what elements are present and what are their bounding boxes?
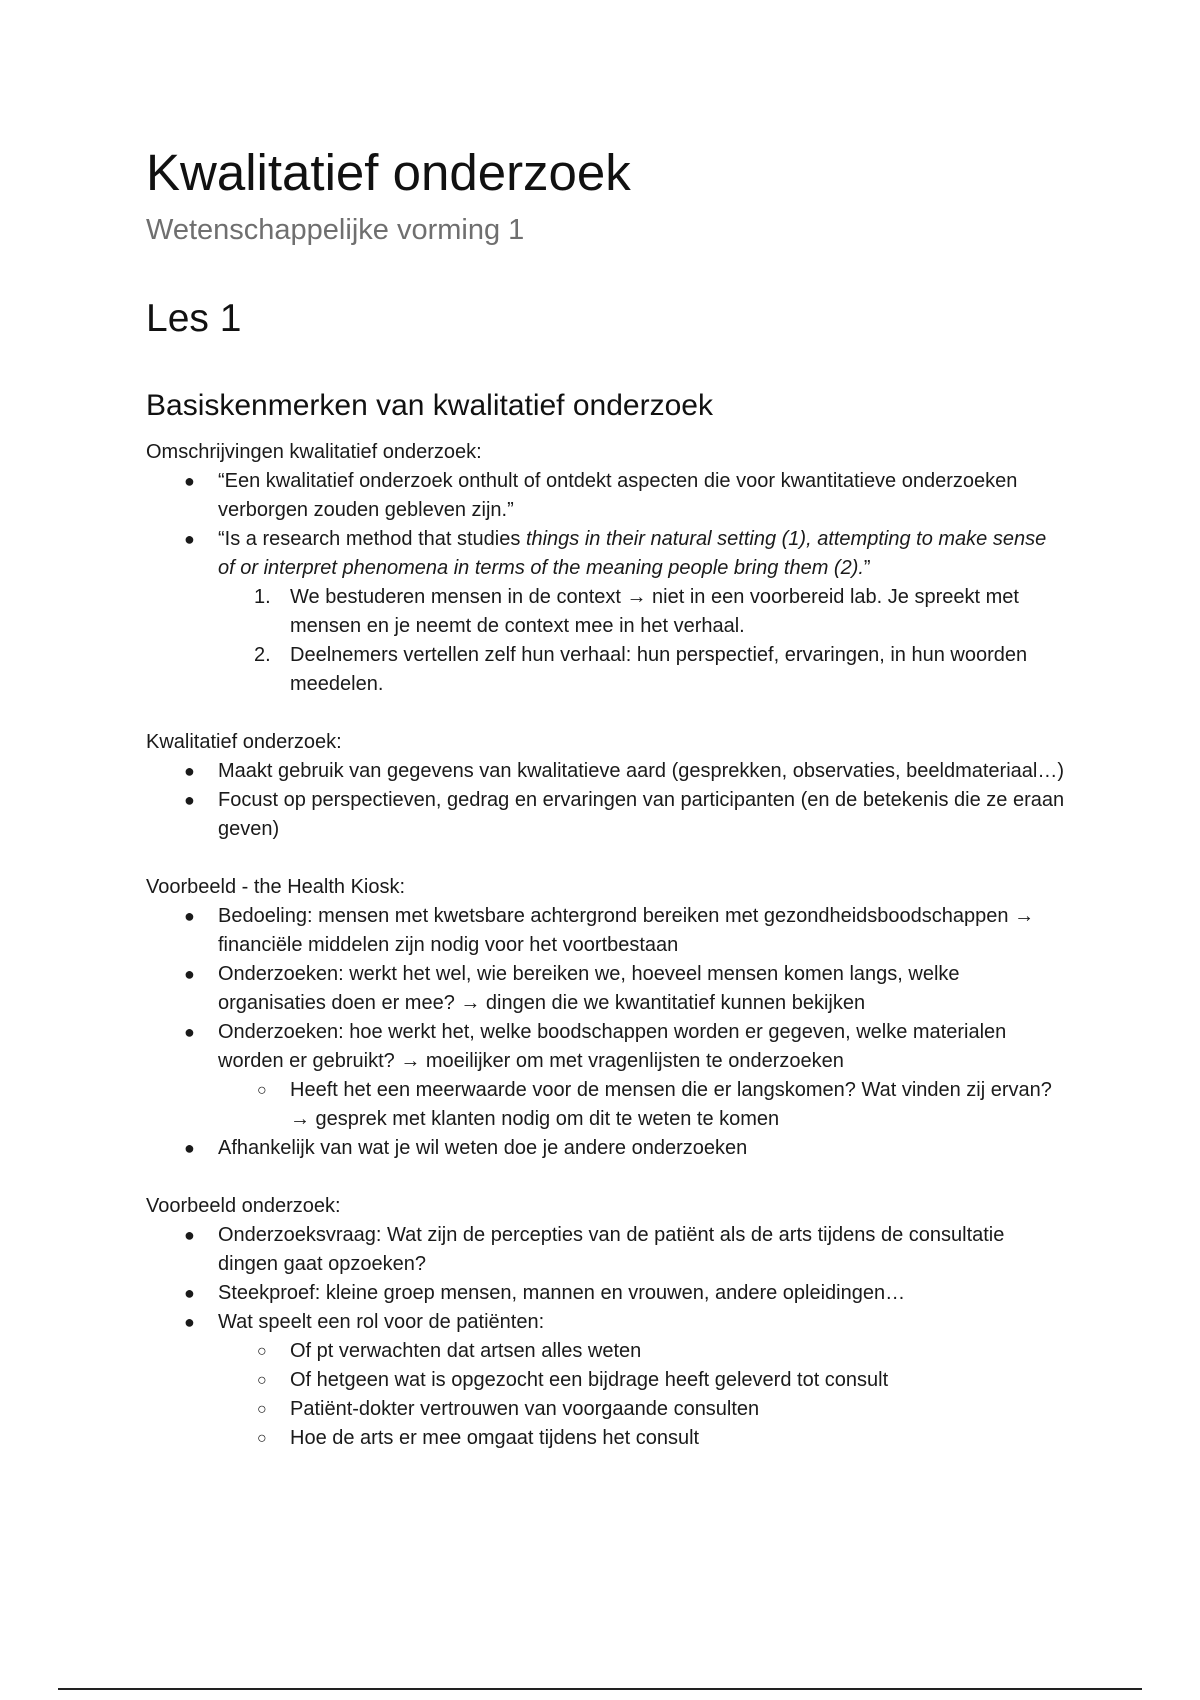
health-kiosk-list (146, 902, 1066, 1163)
list-item-text: Steekproef: kleine groep mensen, mannen en vrouwen, andere opleidingen… (218, 1282, 906, 1304)
document-page (146, 140, 1066, 1453)
document-title: Kwalitatief onderzoek (146, 144, 631, 201)
sub-list (218, 1076, 1066, 1134)
list-item-text: Focust op perspectieven, gedrag en ervaringen van participanten (en de betekenis die ze eraan geven) (218, 789, 1065, 840)
list-item (146, 1279, 1066, 1308)
list-item (218, 583, 1066, 641)
quote-2-italic: things in their natural setting (1), attempting to make sense of or interpret phenomena in terms of the meaning people bring them (2). (218, 528, 1047, 579)
list-item (146, 757, 1066, 786)
page-bottom-rule (58, 1688, 1142, 1690)
circle-bullet-icon: ○ (257, 1343, 267, 1360)
sub-list-item-text: Of pt verwachten dat artsen alles weten (290, 1340, 642, 1362)
bullet-icon: ● (184, 1312, 195, 1332)
numbered-item-2: Deelnemers vertellen zelf hun verhaal: hun perspectief, ervaringen, in hun woorden meedelen. (290, 644, 1028, 695)
list-item-text: Maakt gebruik van gegevens van kwalitatieve aard (gesprekken, observaties, beeldmateriaal…) (218, 760, 1065, 782)
quote-2-suffix: ” (863, 557, 871, 579)
list-item (146, 960, 1066, 1018)
number-marker: 2. (254, 644, 271, 666)
bullet-icon: ● (184, 1022, 195, 1042)
sub-list-item-text: Heeft het een meerwaarde voor de mensen die er langskomen? Wat vinden zij ervan? → gesprek met klanten nodig om dit te weten te komen (290, 1079, 1052, 1130)
circle-bullet-icon: ○ (257, 1401, 267, 1418)
section-voorbeeld-onderzoek-intro: Voorbeeld onderzoek: (146, 1195, 341, 1217)
sub-list-item-text: Hoe de arts er mee omgaat tijdens het consult (290, 1427, 700, 1449)
quote-2-prefix: “Is a research method that studies (218, 528, 526, 550)
list-item (218, 1424, 1066, 1453)
list-item-text: Onderzoeksvraag: Wat zijn de percepties van de patiënt als de arts tijdens de consultatie dingen gaat opzoeken? (218, 1224, 1005, 1275)
bullet-icon: ● (184, 964, 195, 984)
circle-bullet-icon: ○ (257, 1430, 267, 1447)
section-omschrijvingen-intro: Omschrijvingen kwalitatief onderzoek: (146, 441, 482, 463)
circle-bullet-icon: ○ (257, 1372, 267, 1389)
document-subtitle: Wetenschappelijke vorming 1 (146, 214, 525, 246)
list-item (218, 1366, 1066, 1395)
list-item-text: Afhankelijk van wat je wil weten doe je andere onderzoeken (218, 1137, 748, 1159)
omschrijvingen-list (146, 467, 1066, 699)
list-item (146, 1134, 1066, 1163)
kwalitatief-list (146, 757, 1066, 844)
numbered-list (218, 583, 1066, 699)
list-item (218, 1395, 1066, 1424)
circle-bullet-icon: ○ (257, 1082, 267, 1099)
section-health-kiosk-intro: Voorbeeld - the Health Kiosk: (146, 876, 406, 898)
voorbeeld-onderzoek-list (146, 1221, 1066, 1453)
bullet-icon: ● (184, 471, 195, 491)
list-item (146, 902, 1066, 960)
heading-basiskenmerken: Basiskenmerken van kwalitatief onderzoek (146, 389, 713, 422)
list-item (146, 1221, 1066, 1279)
bullet-icon: ● (184, 529, 195, 549)
bullet-icon: ● (184, 761, 195, 781)
number-marker: 1. (254, 586, 271, 608)
list-item-text: Wat speelt een rol voor de patiënten: (218, 1311, 545, 1333)
list-item (218, 641, 1066, 699)
numbered-item-1: We bestuderen mensen in de context → niet in een voorbereid lab. Je spreekt met mensen en je neemt de context mee in het verhaal. (290, 586, 1019, 637)
bullet-icon: ● (184, 1138, 195, 1158)
sub-list-item-text: Patiënt-dokter vertrouwen van voorgaande consulten (290, 1398, 760, 1420)
bullet-icon: ● (184, 1283, 195, 1303)
quote-1: “Een kwalitatief onderzoek onthult of ontdekt aspecten die voor kwantitatieve onderzoeken verborgen zouden gebleven zijn.” (218, 470, 1018, 521)
list-item (218, 1076, 1066, 1134)
section-kwalitatief-intro: Kwalitatief onderzoek: (146, 731, 342, 753)
sub-list-item-text: Of hetgeen wat is opgezocht een bijdrage heeft geleverd tot consult (290, 1369, 889, 1391)
bullet-icon: ● (184, 790, 195, 810)
list-item-text: Onderzoeken: hoe werkt het, welke boodschappen worden er gegeven, welke materialen worden er gebruikt? → moeilijker om met vragenlijsten te onderzoeken (218, 1021, 1007, 1072)
list-item (146, 786, 1066, 844)
list-item (218, 1337, 1066, 1366)
list-item (146, 1018, 1066, 1134)
list-item (146, 1308, 1066, 1453)
list-item-text: Bedoeling: mensen met kwetsbare achtergrond bereiken met gezondheidsboodschappen → financiële middelen zijn nodig voor het voortbestaan (218, 905, 1035, 956)
list-item (146, 467, 1066, 525)
heading-les-1: Les 1 (146, 297, 242, 340)
bullet-icon: ● (184, 906, 195, 926)
list-item (146, 525, 1066, 699)
sub-list (218, 1337, 1066, 1453)
bullet-icon: ● (184, 1225, 195, 1245)
list-item-text: Onderzoeken: werkt het wel, wie bereiken we, hoeveel mensen komen langs, welke organisaties doen er mee? → dingen die we kwantitatief kunnen bekijken (218, 963, 960, 1014)
